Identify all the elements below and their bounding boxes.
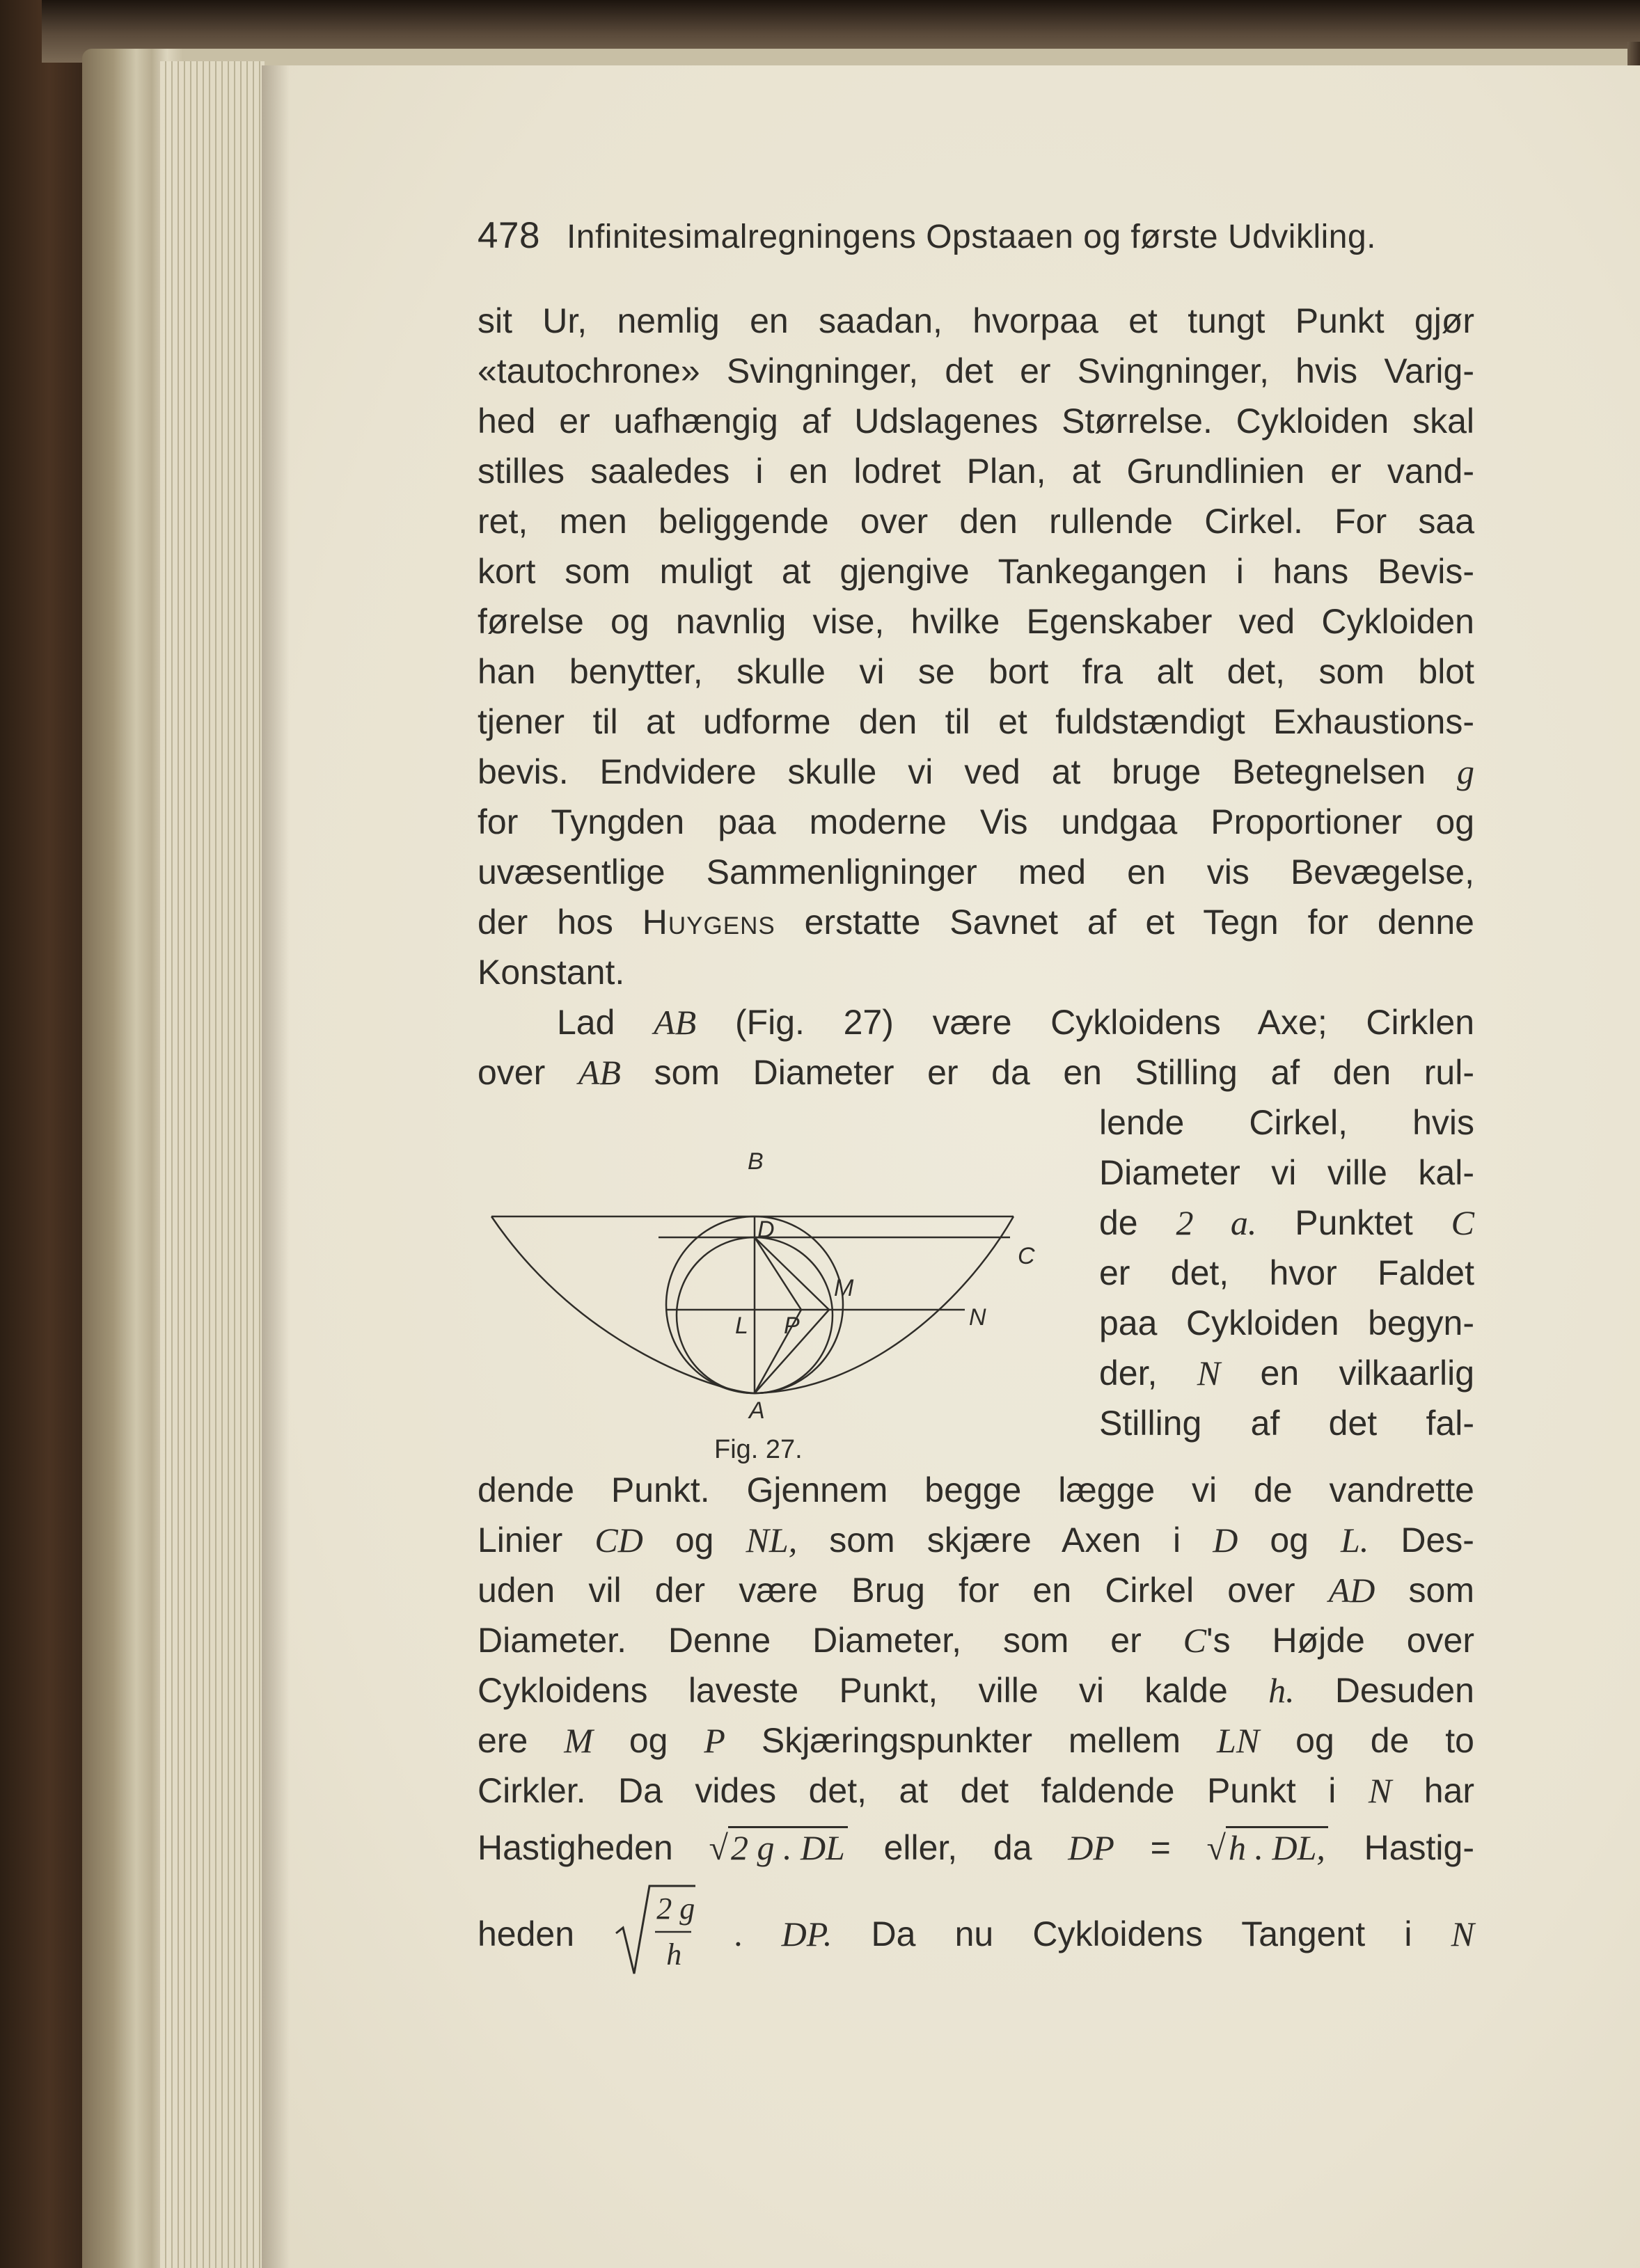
text-line-right-2: Diameter vi ville kal- [1099,1153,1474,1192]
label-N: N [969,1304,986,1331]
text-segment: en vilkaarlig [1260,1354,1474,1393]
text-line-3: hed er uafhængig af Udslagenes Størrelse. Cykloiden skal [478,402,1474,441]
text-line-20 [478,1620,1474,1660]
text-segment: (Fig. 27) være Cykloidens Axe; Cirklen [734,1003,1474,1042]
text-segment: erstatte Savnet af et Tegn for denne [804,903,1474,942]
text-line-18 [478,1520,1474,1560]
label-D: D [757,1216,775,1243]
text-segment: Des- [1401,1521,1474,1560]
text-line-1: sit Ur, nemlig en saadan, hvorpaa et tungt Punkt gjør [478,301,1474,340]
math-NL: NL, [746,1521,798,1560]
text-line-14: Konstant. [478,953,625,992]
math-N: N [1368,1771,1392,1810]
label-P: P [784,1313,800,1339]
text-segment: Cykloidens laveste Punkt, ville vi kalde [478,1671,1228,1710]
text-segment: Hastigheden [478,1828,673,1867]
text-segment: bevis. Endvidere skulle vi ved at bruge Betegnelsen [478,752,1426,791]
figure-caption: Fig. 27. [714,1435,803,1464]
text-line-16 [478,1052,1474,1093]
text-line-22 [478,1720,1474,1761]
label-B: B [748,1148,764,1175]
text-line-24 [478,1827,1474,1868]
text-segment: Cirkler. Da vides det, at det faldende Punkt i [478,1771,1337,1810]
page-number: 478 [478,215,540,256]
text-segment: som Diameter er da en Stilling af den rul- [654,1053,1474,1092]
text-segment: Hastig- [1364,1828,1474,1867]
text-segment: og [629,1721,668,1760]
text-segment: og de to [1295,1721,1474,1760]
text-segment: der, [1099,1354,1158,1393]
running-title: Infinitesimalregningens Opstaaen og første Udvikling. [566,219,1377,255]
page-leaves [160,61,265,2268]
math-C: C [1451,1203,1474,1242]
name-huygens: Huygens [642,903,775,942]
text-line-17: dende Punkt. Gjennem begge lægge vi de vandrette [478,1470,1474,1509]
math-M: M [564,1721,593,1760]
figure-27 [478,1120,1034,1468]
text-line-25 [478,1891,1474,1972]
fraction-numerator: 2 g [656,1891,695,1926]
math-DP: DP [1068,1828,1114,1867]
text-line-5: ret, men beliggende over den rullende Cirkel. For saa [478,502,1474,541]
label-L: L [735,1313,748,1339]
text-segment: heden [478,1914,575,1953]
text-line-8: han benytter, skulle vi se bort fra alt det, som blot [478,652,1474,691]
gutter-shadow [262,65,290,2268]
math-2a: 2 a. [1176,1203,1257,1242]
math-AB: AB [654,1003,697,1042]
text-segment: som [1408,1571,1474,1610]
text-segment: 's Højde over [1206,1621,1474,1660]
text-segment: uden vil der være Brug for en Cirkel over [478,1571,1295,1610]
text-line-right-3 [1099,1203,1474,1243]
chord-DM [755,1237,829,1310]
text-line-21 [478,1670,1474,1711]
text-line-right-5: paa Cykloiden begyn- [1099,1303,1474,1342]
text-segment: der hos [478,903,613,942]
text-segment: og [675,1521,714,1560]
text-segment: Lad [557,1003,615,1042]
text-line-right-4: er det, hvor Faldet [1099,1253,1474,1292]
text-segment: de [1099,1203,1138,1242]
book-page [262,65,1640,2268]
text-segment: og [1270,1521,1309,1560]
math-D: D [1213,1521,1238,1560]
math-g: g [1456,752,1474,791]
text-line-2: «tautochrone» Svingninger, det er Svingninger, hvis Varig- [478,351,1474,390]
math-CD: CD [594,1521,643,1560]
text-line-9: tjener til at udforme den til et fuldstændigt Exhaustions- [478,702,1474,741]
math-AB: AB [578,1053,621,1092]
text-segment: eller, da [883,1828,1032,1867]
math-C: C [1183,1621,1207,1660]
running-header [478,214,1640,257]
sqrt-h-DL: √h . DL, [1207,1827,1328,1868]
text-segment: Diameter. Denne Diameter, som er [478,1621,1142,1660]
math-AD: AD [1328,1571,1375,1610]
math-P: P [704,1721,725,1760]
equals-sign: = [1150,1828,1171,1867]
text-line-23 [478,1770,1474,1811]
text-segment: har [1424,1771,1474,1810]
math-h: h. [1268,1671,1295,1710]
text-line-15 [557,1002,1474,1042]
math-N: N [1197,1354,1221,1393]
radicand: 2 g . DL [728,1826,848,1867]
text-line-6: kort som muligt at gjengive Tankegangen i hans Bevis- [478,552,1474,591]
label-C: C [1018,1243,1035,1269]
math-DP: . DP. [734,1914,833,1953]
text-line-right-6 [1099,1353,1474,1393]
fraction-denominator: h [666,1937,682,1972]
text-segment: Linier [478,1521,563,1560]
text-segment: Da nu Cykloidens Tangent i [871,1914,1412,1953]
text-line-11: for Tyngden paa moderne Vis undgaa Proportioner og [478,802,1474,841]
text-line-4: stilles saaledes i en lodret Plan, at Grundlinien er vand- [478,452,1474,491]
label-M: M [834,1275,854,1301]
text-segment: som skjære Axen i [829,1521,1181,1560]
math-L: L. [1341,1521,1369,1560]
text-segment: over [478,1053,546,1092]
text-segment: ere [478,1721,528,1760]
radicand: h . DL, [1226,1826,1328,1867]
text-line-right-7: Stilling af det fal- [1099,1404,1474,1443]
sqrt-2g-over-h [613,1891,695,1972]
text-line-19 [478,1570,1474,1610]
text-line-13 [478,902,1474,942]
text-line-12: uvæsentlige Sammenligninger med en vis Bevægelse, [478,853,1474,891]
text-segment: Desuden [1334,1671,1474,1710]
math-LN: LN [1217,1721,1260,1760]
text-line-10 [478,752,1474,792]
sqrt-2g-DL: √2 g . DL [709,1827,847,1868]
text-line-7: førelse og navnlig vise, hvilke Egenskaber ved Cykloiden [478,602,1474,641]
text-line-right-1: lende Cirkel, hvis [1099,1103,1474,1142]
cycloid-curve [491,1216,1014,1393]
text-segment: Punktet [1295,1203,1413,1242]
label-A: A [749,1397,765,1424]
math-N: N [1451,1914,1474,1953]
text-segment: Skjæringspunkter mellem [761,1721,1181,1760]
